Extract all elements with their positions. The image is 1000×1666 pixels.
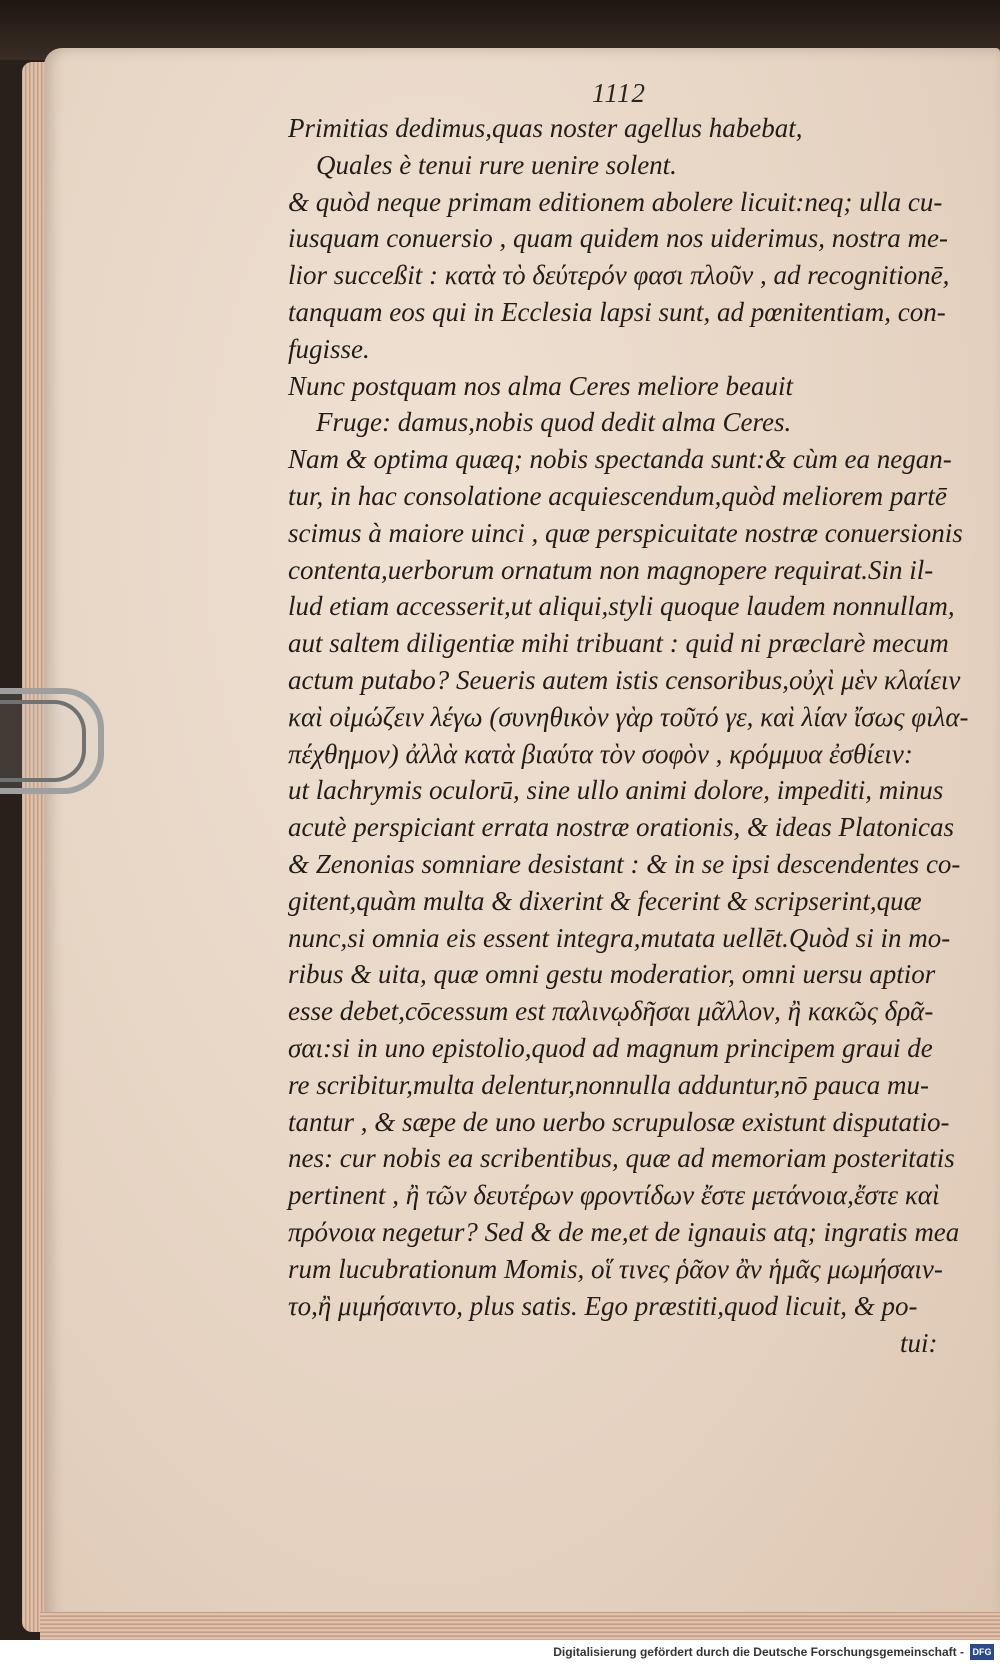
text-line: iusquam conuersio , quam quidem nos uiderimus, nostra me- bbox=[288, 223, 948, 254]
text-line: fugisse. bbox=[288, 333, 370, 364]
catchword: tui: bbox=[900, 1328, 938, 1358]
text-line: nunc,si omnia eis essent integra,mutata uellēt.Quòd si in mo- bbox=[288, 922, 951, 953]
text-line: tantur , & sæpe de uno uerbo scrupulosæ existunt disputatio- bbox=[288, 1106, 950, 1137]
text-line: gitent,quàm multa & dixerint & fecerint & scripserint,quæ bbox=[288, 885, 922, 916]
text-line: Nam & optima quæq; nobis spectanda sunt:& cùm ea negan- bbox=[288, 444, 952, 475]
text-line: Primitias dedimus,quas noster agellus habebat, bbox=[288, 113, 803, 143]
funding-credit: Digitalisierung gefördert durch die Deutsche Forschungsgemeinschaft - bbox=[553, 1645, 964, 1659]
text-line: Fruge: damus,nobis quod dedit alma Ceres. bbox=[316, 407, 792, 438]
text-line: scimus à maiore uinci , quæ perspicuitate nostræ conuersionis bbox=[288, 517, 963, 548]
body-text bbox=[288, 110, 988, 1324]
text-line: rum lucubrationum Momis, οἵ τινες ῥᾶον ἂν ἡμᾶς μωμήσαιν- bbox=[288, 1253, 943, 1284]
text-line: esse debet,cōcessum est παλινῳδῆσαι μᾶλλον, ἢ κακῶς δρᾶ- bbox=[288, 996, 934, 1027]
text-line: & quòd neque primam editionem abolere licuit:neq; ulla cu- bbox=[288, 186, 943, 217]
text-line: & Zenonias somniare desistant : & in se ipsi descendentes co- bbox=[288, 848, 961, 879]
page-bottom-edges bbox=[40, 1612, 1000, 1640]
text-line: Nunc postquam nos alma Ceres meliore beauit bbox=[288, 370, 793, 401]
dfg-logo: DFG bbox=[970, 1644, 994, 1660]
text-line: tur, in hac consolatione acquiescendum,quòd meliorem partē bbox=[288, 480, 947, 511]
text-line: contenta,uerborum ornatum non magnopere requirat.Sin il- bbox=[288, 554, 934, 585]
text-line: tanquam eos qui in Ecclesia lapsi sunt, ad pœnitentiam, con- bbox=[288, 296, 946, 327]
text-line: nes: cur nobis ea scribentibus, quæ ad memoriam posteritatis bbox=[288, 1143, 955, 1174]
text-line: aut saltem diligentiæ mihi tribuant : quid ni præclarè mecum bbox=[288, 628, 949, 659]
text-line: pertinent , ἢ τῶν δευτέρων φροντίδων ἔστε μετάνοια,ἔστε καὶ bbox=[288, 1180, 940, 1211]
text-line: καὶ οἰμώζειν λέγω (συνηθικὸν γὰρ τοῦτό γε, καὶ λίαν ἴσως φιλα- bbox=[288, 701, 969, 732]
text-line: acutè perspiciant errata nostræ orationis, & ideas Platonicas bbox=[288, 812, 954, 843]
text-line: πρόνοια negetur? Sed & de me,et de ignauis atq; ingratis mea bbox=[288, 1216, 960, 1247]
text-line: lior succeßit : κατὰ τὸ δεύτερόν φασι πλοῦν , ad recognitionē, bbox=[288, 260, 950, 291]
text-line: ut lachrymis oculorū, sine ullo animi dolore, impediti, minus bbox=[288, 775, 944, 806]
page-number: 1112 bbox=[592, 78, 646, 108]
text-line: re scribitur,multa delentur,nonnulla adduntur,nō pauca mu- bbox=[288, 1069, 929, 1100]
text-line: σαι:si in uno epistolio,quod ad magnum principem graui de bbox=[288, 1032, 933, 1063]
text-line: Quales è tenui rure uenire solent. bbox=[316, 149, 677, 180]
text-line: το,ἢ μιμήσαιντο, plus satis. Ego præstiti,quod licuit, & po- bbox=[288, 1290, 918, 1321]
text-line: actum putabo? Seueris autem istis censoribus,οὐχὶ μὲν κλαίειν bbox=[288, 664, 961, 695]
text-line: lud etiam accesserit,ut aliqui,styli quoque laudem nonnullam, bbox=[288, 591, 955, 622]
text-line: ribus & uita, quæ omni gestu moderatior, omni uersu aptior bbox=[288, 959, 936, 990]
metal-clip-inner bbox=[0, 700, 86, 782]
text-line: πέχθημον) ἀλλὰ κατὰ βιαύτα τὸν σοφὸν , κρόμμυα ἐσθίειν: bbox=[288, 738, 913, 769]
